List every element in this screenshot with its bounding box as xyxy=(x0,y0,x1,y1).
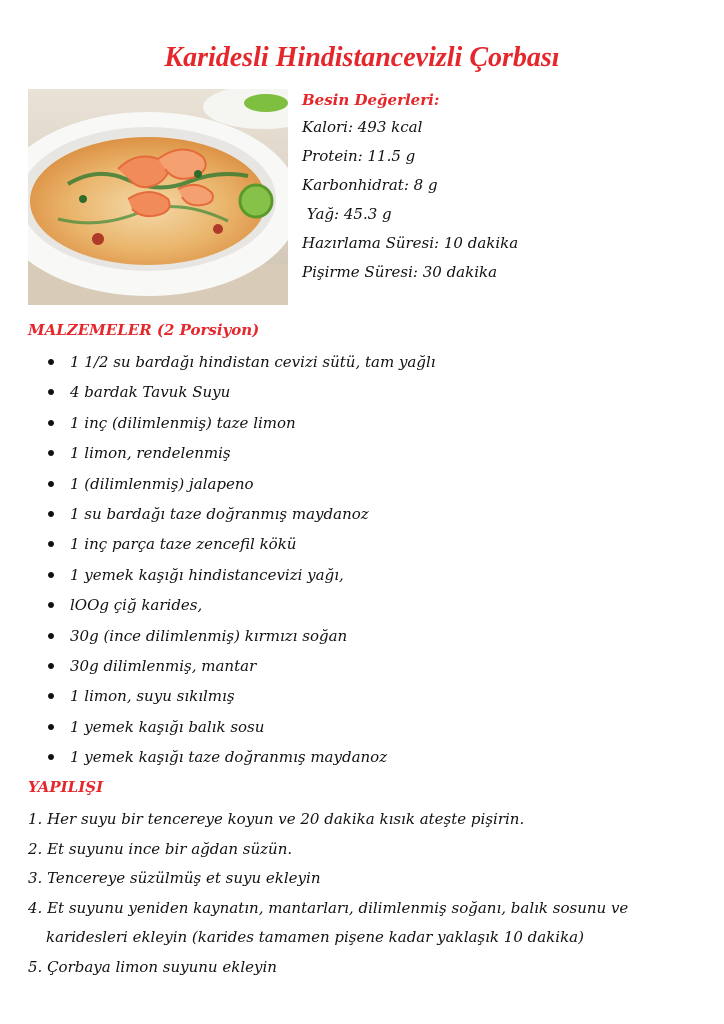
nutrition-heading: Besin Değerleri: xyxy=(302,91,440,109)
list-item xyxy=(44,381,436,411)
bullet-icon xyxy=(48,359,54,365)
ingredient-text: 1 su bardağı taze doğranmış maydanoz xyxy=(70,504,369,523)
ingredient-text: 1 inç parça taze zencefil kökü xyxy=(70,535,297,554)
bullet-icon xyxy=(48,633,54,639)
ingredient-text: 1 inç (dilimlenmiş) taze limon xyxy=(70,413,296,432)
ingredient-text: 1 limon, suyu sıkılmış xyxy=(70,687,235,706)
list-item xyxy=(44,442,436,472)
list-item xyxy=(44,594,436,624)
step-item-continuation xyxy=(28,923,698,953)
bullet-icon xyxy=(48,754,54,760)
list-item xyxy=(44,716,436,746)
ingredients-list xyxy=(44,351,436,776)
list-item xyxy=(44,655,436,685)
nutrition-cook-time: Pişirme Süresi: 30 dakika xyxy=(302,263,498,281)
list-item xyxy=(44,412,436,442)
recipe-title: Karidesli Hindistancevizli Çorbası xyxy=(164,42,560,73)
bullet-icon xyxy=(48,541,54,547)
ingredient-text: lOOg çiğ karides, xyxy=(70,596,203,615)
ingredient-text: 1 limon, rendelenmiş xyxy=(70,444,231,463)
bullet-icon xyxy=(48,572,54,578)
nutrition-fat: Yağ: 45.3 g xyxy=(302,205,392,223)
list-item xyxy=(44,351,436,381)
ingredient-text: 1 (dilimlenmiş) jalapeno xyxy=(70,474,254,493)
nutrition-prep-time: Hazırlama Süresi: 10 dakika xyxy=(302,234,519,252)
ingredient-text: 30g (ince dilimlenmiş) kırmızı soğan xyxy=(70,626,348,645)
bullet-icon xyxy=(48,450,54,456)
nutrition-protein: Protein: 11.5 g xyxy=(302,147,416,165)
ingredient-text: 4 bardak Tavuk Suyu xyxy=(70,383,231,402)
bullet-icon xyxy=(48,724,54,730)
nutrition-calories: Kalori: 493 kcal xyxy=(302,118,423,136)
ingredient-text: 1 1/2 su bardağı hindistan cevizi sütü, tam yağlı xyxy=(70,353,436,371)
list-item xyxy=(44,533,436,563)
list-item xyxy=(44,473,436,503)
ingredient-text: 1 yemek kaşığı hindistancevizi yağı, xyxy=(70,565,344,584)
list-item xyxy=(44,746,436,776)
bullet-icon xyxy=(48,420,54,426)
list-item xyxy=(44,625,436,655)
ingredient-text: 1 yemek kaşığı balık sosu xyxy=(70,717,265,736)
bullet-icon xyxy=(48,693,54,699)
list-item xyxy=(44,564,436,594)
bullet-icon xyxy=(48,481,54,487)
bullet-icon xyxy=(48,602,54,608)
soup-photo xyxy=(28,89,288,305)
step-item: 1. Her suyu bir tencereye koyun ve 20 dakika kısık ateşte pişirin. xyxy=(28,810,525,828)
bullet-icon xyxy=(48,389,54,395)
method-steps xyxy=(28,805,698,982)
nutrition-carbs: Karbonhidrat: 8 g xyxy=(302,176,438,194)
step-item: 4. Et suyunu yeniden kaynatın, mantarları, dilimlenmiş soğanı, balık sosunu ve xyxy=(28,898,629,917)
method-heading: YAPILIŞI xyxy=(28,778,104,796)
step-item: 3. Tencereye süzülmüş et suyu ekleyin xyxy=(28,869,321,887)
list-item xyxy=(44,685,436,715)
step-continuation-text: karidesleri ekleyin (karides tamamen pişene kadar yaklaşık 10 dakika) xyxy=(46,928,584,946)
nutrition-box xyxy=(302,89,702,290)
bullet-icon xyxy=(48,511,54,517)
ingredient-text: 1 yemek kaşığı taze doğranmış maydanoz xyxy=(70,748,388,767)
step-item: 5. Çorbaya limon suyunu ekleyin xyxy=(28,957,277,976)
ingredient-text: 30g dilimlenmiş, mantar xyxy=(70,656,257,675)
ingredients-heading: MALZEMELER (2 Porsiyon) xyxy=(28,321,260,339)
list-item xyxy=(44,503,436,533)
bullet-icon xyxy=(48,663,54,669)
step-item: 2. Et suyunu ince bir ağdan süzün. xyxy=(28,839,293,858)
